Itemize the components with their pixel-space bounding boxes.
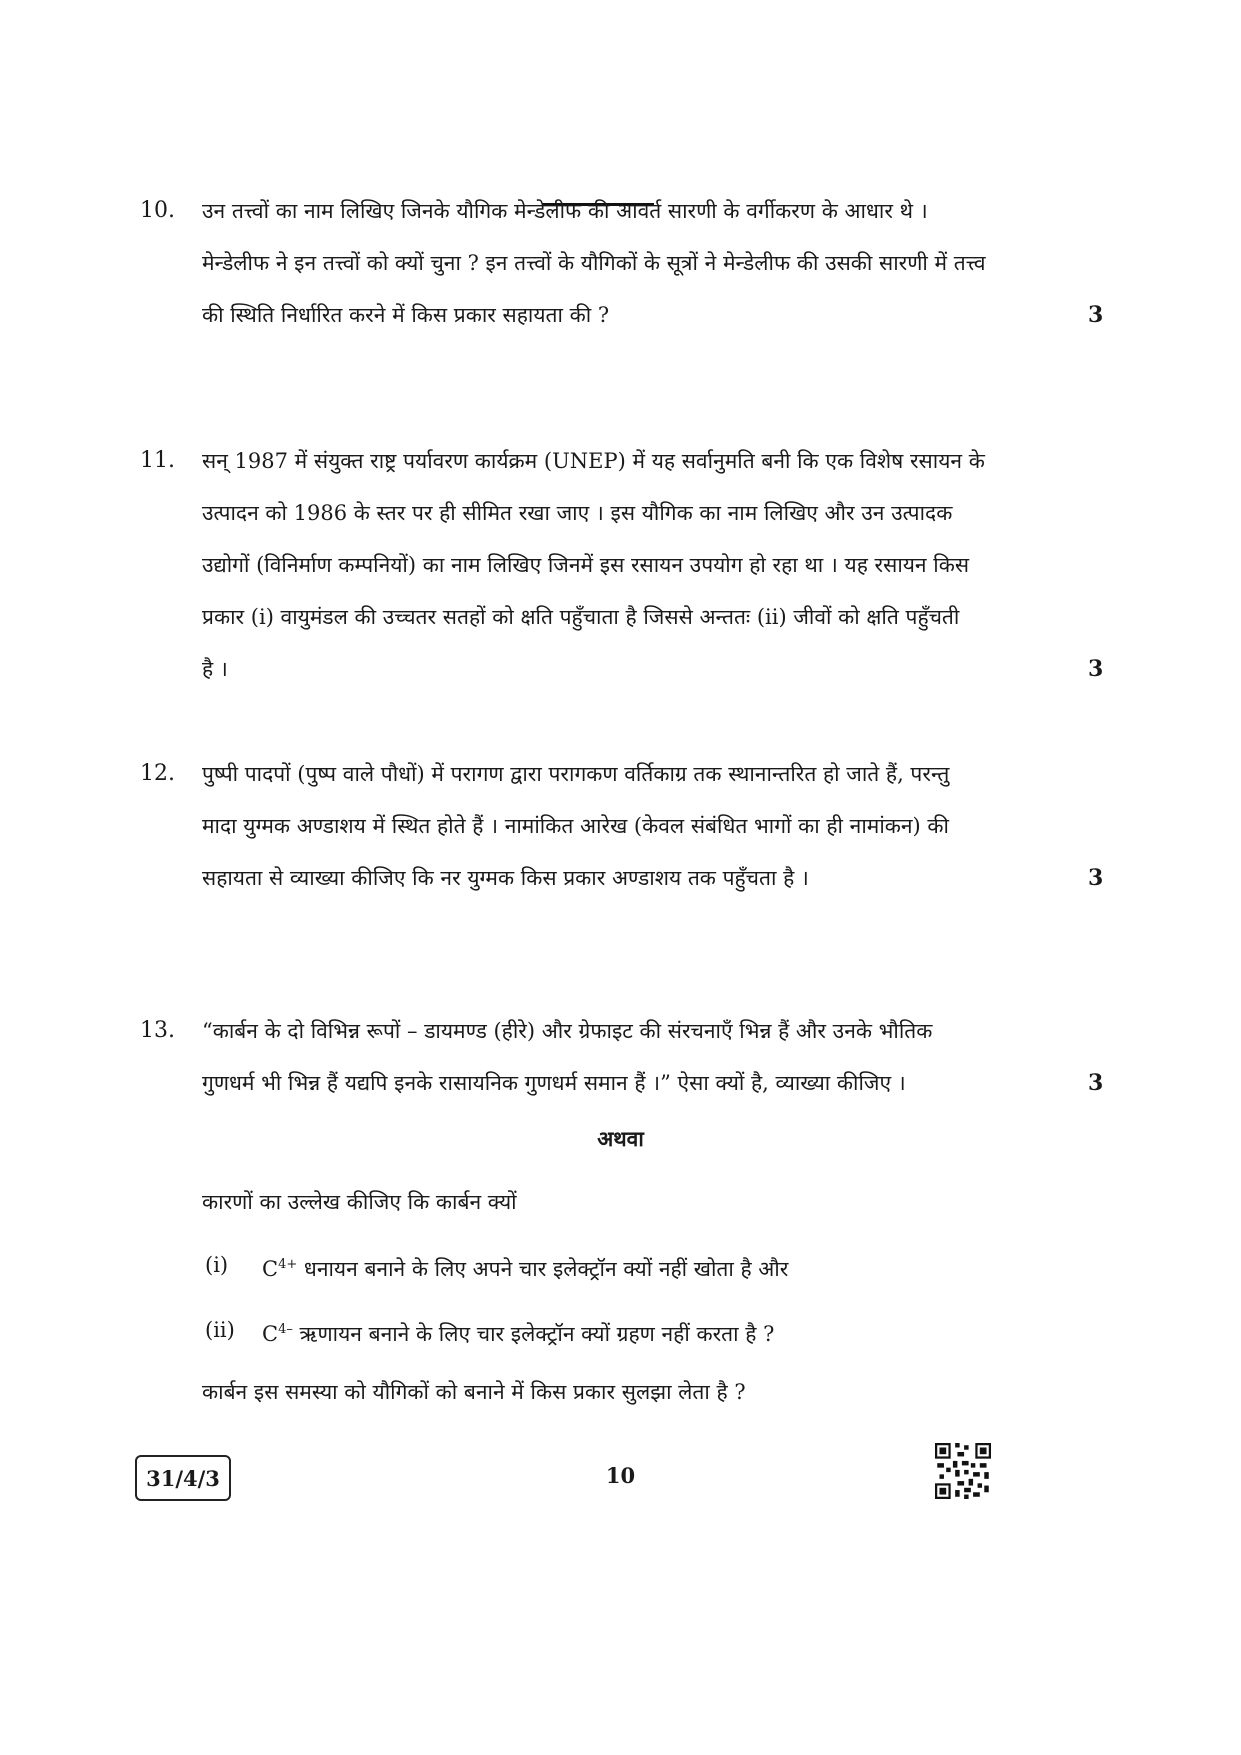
or-label: अथवा <box>597 1126 644 1151</box>
alt-item-body: ऋणायन बनाने के लिए चार इलेक्ट्रॉन क्यों ग्रहण नहीं करता है ? <box>292 1322 775 1346</box>
alt-item-label: (i) <box>205 1253 229 1277</box>
ion-charge: 4+ <box>278 1257 298 1272</box>
question-line: “कार्बन के दो विभिन्न रूपों – डायमण्ड (हीरे) और ग्रेफाइट की संरचनाएँ भिन्न हैं और उनके भौतिक <box>202 1019 933 1043</box>
question-line: मादा युग्मक अण्डाशय में स्थित होते हैं । नामांकित आरेख (केवल संबंधित भागों का ही नामांकन) की <box>202 814 949 838</box>
question-line: पुष्पी पादपों (पुष्प वाले पौधों) में परागण द्वारा परागकण वर्तिकाग्र तक स्थानान्तरित हो जाते हैं, परन्तु <box>202 762 950 786</box>
question-number: 11. <box>140 448 175 473</box>
qr-code-icon <box>935 1443 991 1499</box>
question-10 <box>140 185 1104 345</box>
marks: 3 <box>1088 302 1104 328</box>
question-text <box>202 748 1052 904</box>
question-12 <box>140 748 1104 908</box>
question-line: गुणधर्म भी भिन्न हैं यद्यपि इनके रासायनिक गुणधर्म समान हैं ।” ऐसा क्यों है, व्याख्या कीजिए । <box>202 1071 906 1095</box>
question-line: सहायता से व्याख्या कीजिए कि नर युग्मक किस प्रकार अण्डाशय तक पहुँचता है । <box>202 866 809 890</box>
question-line: प्रकार (i) वायुमंडल की उच्चतर सतहों को क्षति पहुँचाता है जिससे अन्ततः (ii) जीवों को क्षति पहुँचती <box>202 605 960 629</box>
ion-symbol: C <box>262 1257 279 1281</box>
question-line: उत्पादन को 1986 के स्तर पर ही सीमित रखा जाए । इस यौगिक का नाम लिखिए और उन उत्पादक <box>202 501 953 525</box>
question-text <box>202 435 1052 695</box>
marks: 3 <box>1088 865 1104 891</box>
question-number: 10. <box>140 198 175 223</box>
marks: 3 <box>1088 656 1104 682</box>
question-line: उद्योगों (विनिर्माण कम्पनियों) का नाम लिखिए जिनमें इस रसायन उपयोग हो रहा था । यह रसायन किस <box>202 553 970 577</box>
question-number: 13. <box>140 1018 175 1043</box>
alt-item-label: (ii) <box>205 1318 235 1342</box>
question-line: है । <box>202 657 228 681</box>
alt-item-text <box>262 1310 774 1354</box>
question-line: की स्थिति निर्धारित करने में किस प्रकार सहायता की ? <box>202 303 610 327</box>
ion-charge: 4– <box>278 1322 293 1337</box>
question-line: उन तत्त्वों का नाम लिखिए जिनके यौगिक मेन्डेलीफ की आवर्त सारणी के वर्गीकरण के आधार थे । <box>202 199 928 223</box>
alt-item-text <box>262 1245 788 1289</box>
paper-code: 31/4/3 <box>135 1455 231 1501</box>
alt-item-body: धनायन बनाने के लिए अपने चार इलेक्ट्रॉन क्यों नहीं खोता है और <box>297 1257 789 1281</box>
question-line: सन् 1987 में संयुक्त राष्ट्र पर्यावरण कार्यक्रम (UNEP) में यह सर्वानुमति बनी कि एक विशेष रसायन के <box>202 449 985 473</box>
question-13 <box>140 1005 1104 1115</box>
question-11 <box>140 435 1104 705</box>
alt-closing: कार्बन इस समस्या को यौगिकों को बनाने में किस प्रकार सुलझा लेता है ? <box>202 1380 746 1404</box>
question-text <box>202 1005 1052 1109</box>
page-number: 10 <box>605 1463 636 1488</box>
question-line: मेन्डेलीफ ने इन तत्त्वों को क्यों चुना ? इन तत्त्वों के यौगिकों के सूत्रों ने मेन्डेलीफ की उसकी सारणी में तत्त्व <box>202 251 986 275</box>
alt-intro: कारणों का उल्लेख कीजिए कि कार्बन क्यों <box>202 1190 517 1214</box>
question-number: 12. <box>140 761 175 786</box>
ion-symbol: C <box>262 1322 279 1346</box>
marks: 3 <box>1088 1070 1104 1096</box>
question-text <box>202 185 1052 341</box>
